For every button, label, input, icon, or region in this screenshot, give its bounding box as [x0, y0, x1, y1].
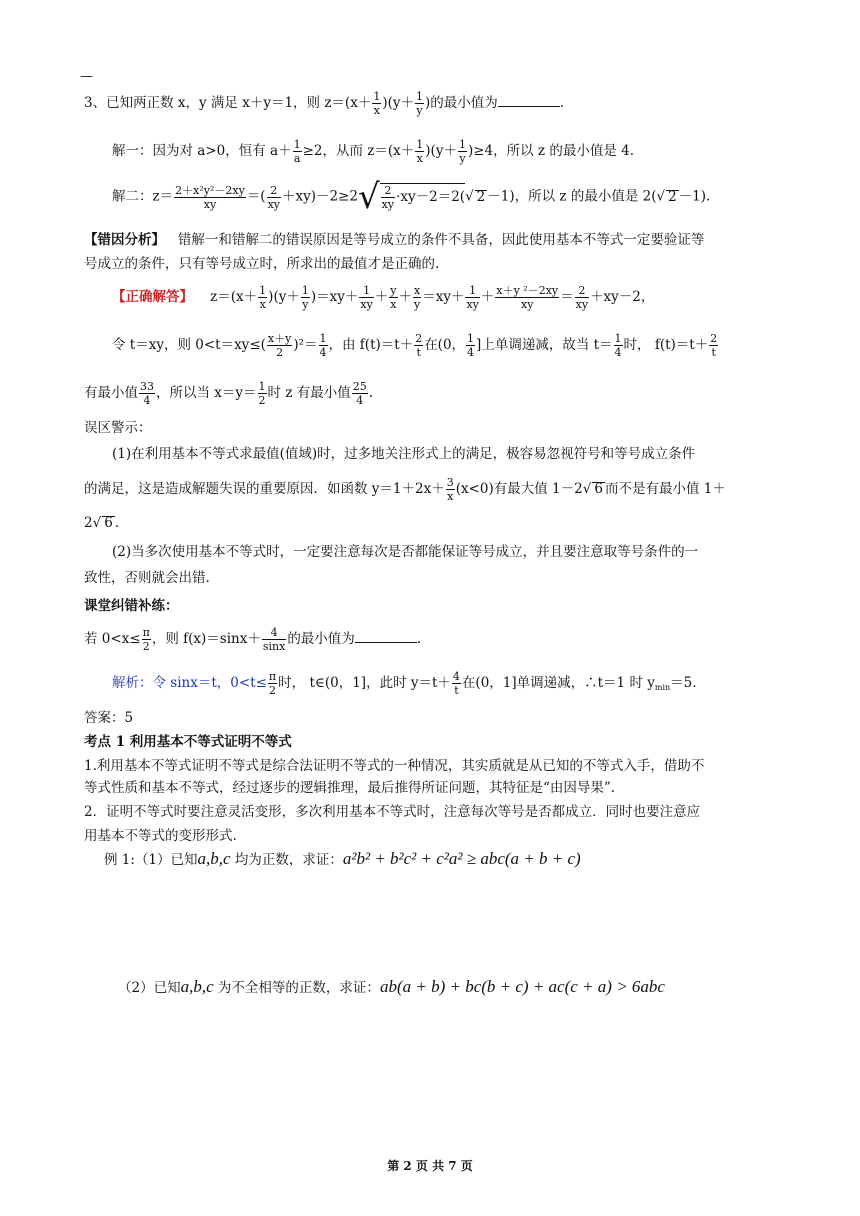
example-1 [104, 850, 581, 868]
solution-1 [112, 138, 634, 165]
q3-end: . [559, 95, 565, 111]
q3-mid: )(y＋ [382, 95, 414, 111]
error-analysis-label: 【错因分析】 [84, 232, 165, 248]
example-text: （2）已知 [118, 980, 181, 996]
q3-suffix: )的最小值为 [425, 95, 498, 111]
ca-text: )＝xy＋ [310, 289, 359, 305]
ca-text: ＝ [560, 289, 574, 305]
pitfall-p2-line2: 致性，否则就会出错. [84, 570, 210, 586]
fraction: $\frac{1}{x}$ [373, 90, 381, 117]
min-text: . [368, 385, 374, 401]
fraction: $\frac{3}{x}$ [446, 476, 454, 503]
sqrt-value: 2 [668, 188, 677, 205]
jie2-text: ＝( [246, 188, 266, 205]
ca-text: ＋xy－2， [590, 289, 655, 305]
practice-explanation [112, 670, 697, 697]
fraction: $\frac{\text{2＋x²y²－2xy}}{xy}$ [175, 183, 245, 211]
sub-text: ，由 f(t)＝t＋ [328, 337, 414, 353]
section-p1-line1: 1.利用基本不等式证明不等式是综合法证明不等式的一种情况，其实质就是从已知的不等式入手，借助不 [84, 758, 705, 774]
ca-text: ＝xy＋ [422, 289, 465, 305]
sub-text: 在(0， [424, 337, 466, 353]
fraction: $\frac{1}{4}$ [467, 332, 475, 359]
formula: a²b² + b²c² + c²a² ≥ abc(a + b + c) [342, 849, 581, 868]
min-text: 有最小值 [84, 385, 138, 401]
explanation-text: ＝5. [670, 675, 697, 691]
sub-text: )²＝ [293, 337, 318, 353]
pitfall-p1-line3: 2√ 6 . [84, 515, 120, 531]
jie2-text: ·xy－2＝2( [396, 189, 466, 205]
example-text: 为不全相等的正数，求证： [213, 980, 380, 996]
min-text: 时 z 有最小值 [267, 385, 351, 401]
fraction: $\frac{\text{x＋y ²－2xy}}{xy}$ [496, 284, 559, 311]
fraction: $\frac{\pi}{2}$ [142, 626, 150, 653]
fraction: $\frac{4}{\sin x}$ [262, 626, 286, 653]
page-footer: 第 2 页 共 7 页 [387, 1159, 473, 1173]
pitfall-text: 而不是有最小值 1＋ [604, 481, 726, 497]
jie1-text: )(y＋ [425, 143, 457, 159]
variables: a,b,c [180, 977, 214, 996]
minimum-line [84, 380, 373, 407]
substitution-line [112, 332, 719, 359]
sqrt-value: 6 [104, 515, 113, 531]
pitfall-text: 的满足，这是造成解题失误的重要原因．如函数 y＝1＋2x＋ [84, 481, 445, 497]
example-2 [118, 978, 665, 996]
fraction: $\frac{2}{xy}$ [575, 284, 589, 311]
explanation-text: ：令 sinx＝t，0<t≤ [139, 675, 267, 691]
pitfall-text: (x<0)有最大值 1－2 [455, 481, 583, 497]
pitfall-p1-line2: 的满足，这是造成解题失误的重要原因．如函数 y＝1＋2x＋ $\frac{3}{x}$ (x<0)有最大值 1－2√ 6 而不是有最小值 1＋ [84, 476, 726, 503]
jie1-text: )≥4，所以 z 的最小值是 4. [467, 143, 634, 159]
fraction: $\frac{4}{t}$ [452, 670, 460, 697]
sub-text: ]上单调递减，故当 t＝ [476, 337, 613, 353]
fraction: $\frac{2}{t}$ [415, 332, 423, 359]
section-p1-line2: 等式性质和基本不等式，经过逐步的逻辑推理，最后推得所证问题，其特征是“由因导果”. [84, 780, 616, 796]
header-mark: — [80, 69, 93, 84]
error-analysis-line2: 号成立的条件，只有等号成立时，所求出的最值才是正确的. [84, 256, 440, 272]
fraction: $\frac{1}{4}$ [319, 332, 327, 359]
fraction: $\frac{2}{t}$ [710, 332, 718, 359]
fraction: $\frac{1}{y}$ [458, 138, 466, 165]
jie1-text: ≥2，从而 z＝(x＋ [302, 143, 415, 159]
jie2-text: －1)，所以 z 的最小值是 2( [487, 188, 657, 205]
correct-answer-label: 【正确解答】 [112, 289, 193, 305]
section-title: 考点 1 利用基本不等式证明不等式 [84, 734, 292, 750]
ca-text: ＋ [398, 289, 412, 305]
ca-text: z＝(x＋ [210, 289, 258, 305]
section-p2-line1: 2．证明不等式时要注意灵活变形，多次利用基本不等式时，注意每次等号是否都成立．同时也要注意应 [84, 804, 701, 820]
question-3 [84, 90, 564, 117]
explanation-label: 解析 [112, 675, 139, 691]
error-analysis [84, 234, 704, 248]
fraction: $\frac{1}{y}$ [416, 90, 423, 117]
correct-answer [112, 284, 654, 311]
fraction: $\frac{2}{xy}$ [381, 184, 395, 211]
example-text: 均为正数，求证： [230, 852, 343, 868]
practice-text: 的最小值为 [287, 631, 355, 647]
sub-text: 令 t＝xy，则 0<t＝xy≤( [112, 337, 266, 353]
jie2-text: －1). [678, 188, 711, 205]
fraction: $\frac{1}{4}$ [614, 332, 622, 359]
practice-text: 若 0<x≤ [84, 631, 141, 647]
fraction: $\frac{1}{2}$ [258, 380, 266, 407]
fraction: $\frac{1}{x}$ [416, 138, 424, 165]
solution-2: 解二：z＝ $\frac{\text{2＋x²y²－2xy}}{xy}$ ＝( $\frac{2}{xy}$ ＋xy)－2≥2√ $\frac{2}{xy}$ ·xy－2＝2(√ 2 －1)，所以 z 的最小值是 2(√ 2 －1). [112, 177, 711, 217]
sqrt-value: 2 [476, 188, 486, 205]
subscript: min [654, 683, 671, 692]
jie1-text: 解一：因为对 a>0，恒有 a＋ [112, 143, 292, 159]
sqrt-value: 6 [594, 481, 603, 497]
practice-question [84, 626, 421, 653]
fraction: $\frac{1}{x}$ [259, 284, 267, 311]
example-text: 例 1:（1）已知 [104, 852, 198, 868]
practice-text: ，则 f(x)＝sinx＋ [151, 631, 261, 647]
answer-blank [498, 96, 560, 107]
fraction: $\frac{25}{4}$ [352, 380, 367, 407]
answer-blank [355, 632, 417, 643]
answer: 答案：5 [84, 710, 134, 726]
fraction: $\frac{\pi}{2}$ [268, 670, 277, 697]
fraction: $\frac{1}{y}$ [301, 284, 309, 311]
jie2-text: 解二：z＝ [112, 188, 174, 205]
fraction: $\frac{1}{xy}$ [360, 284, 373, 311]
radicand [380, 183, 465, 211]
formula: ab(a + b) + bc(b + c) + ac(c + a) > 6abc [379, 977, 665, 996]
fraction: $\frac{x+y}{2}$ [267, 332, 292, 359]
practice-title: 课堂纠错补练： [84, 598, 179, 614]
explanation-text: 时， t∈(0，1]，此时 y＝t＋ [278, 675, 451, 691]
pitfall-p2-line1: (2)当多次使用基本不等式时，一定要注意每次是否都能保证等号成立，并且要注意取等号条件的一 [112, 544, 699, 560]
pitfall-p1-line1: (1)在利用基本不等式求最值(值域)时，过多地关注形式上的满足，极容易忽视符号和等号成立条件 [112, 446, 696, 462]
radical-sign: √ [357, 177, 380, 217]
pitfall-text: 2 [84, 515, 93, 531]
min-text: ，所以当 x＝y＝ [156, 385, 257, 401]
fraction: $\frac{1}{a}$ [293, 138, 301, 165]
fraction: $\frac{x}{y}$ [414, 284, 421, 311]
jie2-text: ＋xy)－2≥2 [281, 188, 358, 205]
explanation-text: 在(0，1]单调递减，∴t＝1 时 y [461, 675, 655, 691]
practice-text: . [416, 631, 422, 647]
fraction: $\frac{33}{4}$ [140, 380, 154, 407]
error-analysis-text: 错解一和错解二的错误原因是等号成立的条件不具备，因此使用基本不等式一定要验证等 [177, 232, 705, 248]
ca-text: )(y＋ [268, 289, 300, 305]
fraction: $\frac{1}{xy}$ [466, 284, 479, 311]
pitfall-text: . [114, 515, 120, 531]
ca-text: ＋ [480, 289, 495, 305]
fraction: $\frac{y}{x}$ [390, 284, 397, 311]
ca-text: ＋ [374, 289, 389, 305]
sub-text: 时， f(t)＝t＋ [623, 337, 709, 353]
pitfall-title: 误区警示： [84, 420, 152, 436]
q3-prefix: 3、已知两正数 x，y 满足 x＋y＝1，则 z＝(x＋ [84, 95, 372, 111]
fraction: $\frac{2}{xy}$ [267, 183, 280, 211]
variables: a,b,c [197, 849, 231, 868]
section-p2-line2: 用基本不等式的变形形式. [84, 828, 237, 844]
